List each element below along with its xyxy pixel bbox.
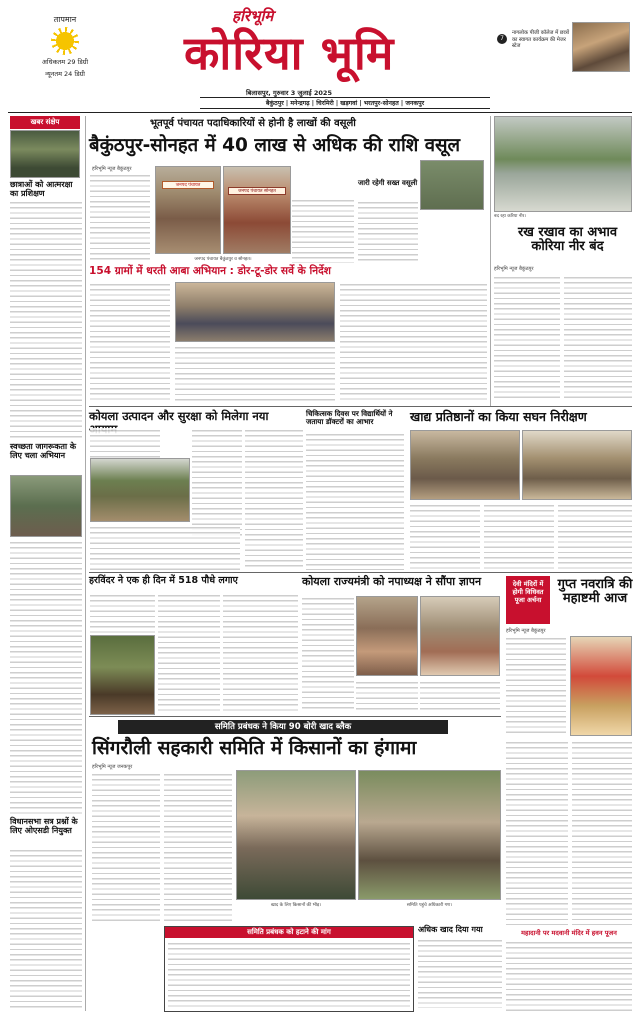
promo-photo	[572, 22, 630, 72]
right-text-2	[564, 275, 632, 400]
temp-max: अधिकतम 29 डिग्री	[41, 58, 89, 66]
sidebar-headline-2: स्वच्छता जागरूकता के लिए चला अभियान	[10, 442, 76, 460]
right-caption: बद रहा करिया नीर।	[494, 214, 527, 219]
minister-text-2	[356, 680, 418, 712]
lead-kicker: भूतपूर्व पंचायत पदाधिकारियों से होनी है लाखों की वसूली	[150, 118, 356, 129]
society-kicker-bar	[118, 720, 448, 734]
doctors-headline: चिकित्सक दिवस पर विद्यार्थियों ने जताया डॉक्टरों का आभार	[306, 409, 393, 426]
society-photo-2	[358, 770, 501, 900]
food-text-2	[484, 503, 554, 570]
sidebar-header-label: खबर संक्षेप	[30, 118, 60, 126]
lead-headline: बैकुंठपुर-सोनहत में 40 लाख से अधिक की राशि वसूल	[89, 135, 461, 156]
sun-icon	[51, 27, 79, 55]
temp-min: न्यूनतम 24 डिग्री	[45, 70, 85, 78]
lead-text-col2	[292, 198, 354, 263]
society-kicker: समिति प्रबंधक ने किया 90 बोरी खाद ब्लैक	[214, 722, 352, 732]
footer-right-text	[418, 938, 502, 1008]
society-text-2	[164, 772, 232, 922]
edition-bar	[200, 97, 490, 109]
center-divider	[490, 116, 491, 406]
lead-side-photo	[420, 160, 484, 210]
coal-photo	[90, 458, 190, 522]
right-photo	[494, 116, 632, 212]
sidebar-headline-3: विधानसभा सत्र प्रश्नों के लिए ओएसडी नियुक्त	[10, 817, 78, 835]
lead-photo-1	[155, 166, 221, 254]
coal-text-4	[90, 525, 240, 570]
coal-text-3	[245, 428, 303, 568]
minister-photo-1	[356, 596, 418, 676]
coal-headline: कोयला उत्पादन और सुरक्षा को मिलेगा नया	[89, 409, 269, 423]
sidebar-divider	[85, 116, 86, 1011]
survey-text-3	[340, 282, 487, 402]
lead-side-text	[358, 200, 418, 262]
lead-byline: हरिभूमि न्यूज बैकुंठपुर	[92, 166, 132, 172]
harela-headline: हरविंदर ने एक ही दिन में 518 पौधे लगाए	[89, 575, 238, 586]
sidebar-photo-2	[10, 475, 82, 537]
food-text-1	[410, 503, 480, 570]
society-caption-2: समिति पहुंचे अधिकारी गण।	[406, 903, 453, 908]
survey-headline: 154 ग्रामों में धरती आबा अभियान : डोर-टू-डोर सर्वे के निर्देश	[89, 265, 331, 277]
weather-box	[30, 14, 100, 80]
right-byline: हरिभूमि न्यूज बैकुंठपुर	[494, 266, 534, 272]
harela-photo	[90, 635, 155, 715]
food-headline: खाद्य प्रतिष्ठानों का किया सघन निरीक्षण	[410, 409, 587, 424]
minister-photo-2	[420, 596, 500, 676]
navratri-headline: गुप्त नवरात्रि की महाष्टमी आज	[557, 577, 633, 607]
page-title: कोरिया भूमि	[184, 26, 395, 80]
weather-title: तापमान	[53, 15, 77, 24]
food-photo-2	[522, 430, 632, 500]
navratri-text-3	[572, 740, 632, 925]
brand-name: हरिभूमि	[232, 7, 274, 25]
minister-text-3	[420, 680, 500, 712]
footer-right	[418, 926, 502, 1012]
promo-text: नागलोक पीजी कॉलेज में छात्रों का स्वागत कार्यक्रम की मेजर स्टेज	[512, 30, 570, 49]
coal-text-2	[192, 428, 242, 538]
harela-text-1	[90, 593, 155, 633]
lead-caption: जनपद पंचायत बैकुंठपुर व सोनहत।	[194, 257, 252, 262]
survey-photo	[175, 282, 335, 342]
navratri-text-2	[506, 740, 568, 925]
navratri-text-1	[506, 636, 566, 736]
sidebar-text-2	[10, 540, 82, 815]
dateline: बिलासपुर, गुरुवार 3 जुलाई 2025	[246, 89, 332, 97]
navratri-photo	[570, 636, 632, 736]
society-caption-1: खाद के लिए किसानों की भीड़।	[270, 903, 322, 908]
right-text-1	[494, 275, 560, 400]
sidebar-photo	[10, 130, 80, 178]
harela-text-2	[158, 593, 220, 713]
society-headline: सिंगरौली सहकारी समिति में किसानों का हंगामा	[92, 737, 417, 759]
section-rule-1	[89, 406, 632, 407]
mahadevi-headline: महादानी पर मदवानी मंदिर में हवन पूजन	[521, 929, 617, 937]
survey-text-1	[90, 282, 170, 402]
doctors-text	[306, 432, 404, 570]
navratri-badge-label: देवी मंदिरों में होगी विधिवत पूजा अर्चना	[512, 580, 544, 604]
promo-number: 7	[497, 34, 507, 44]
section-rule-2	[89, 572, 632, 573]
sidebar-header	[10, 116, 80, 129]
lead-text-col1	[90, 173, 150, 263]
lead-photo-sign-1: जनपद पंचायत	[162, 181, 214, 189]
footer-box-title: समिति प्रबंधक को हटाने की मांग	[165, 927, 413, 938]
minister-text-1	[302, 596, 354, 711]
harela-text-3	[223, 593, 298, 713]
minister-headline: कोयला राज्यमंत्री को नपाध्यक्ष ने सौंपा ज्ञापन	[302, 575, 482, 588]
society-text-1	[92, 772, 160, 922]
coal-text-1	[90, 428, 160, 458]
sidebar-text-3	[10, 848, 82, 1008]
food-photo-1	[410, 430, 520, 500]
lead-photo-sign-2: जनपद पंचायत सोनहत	[228, 187, 286, 195]
section-rule-3	[89, 716, 501, 717]
right-headline: रख रखाव का अभाव कोरिया नीर बंद	[517, 225, 618, 255]
society-photo-1	[236, 770, 356, 900]
lead-side-headline: जारी रहेगी सख्त वसूली	[358, 179, 418, 187]
masthead-rule	[8, 112, 632, 113]
edition-list: बैकुंठपुर | मनेन्द्रगढ़ | चिरमिरी | खड़गवां | भरतपुर-सोनहत | जनकपुर	[265, 100, 425, 107]
mahadevi-bar	[506, 928, 632, 1012]
sidebar-headline-1: छात्राओं को आत्मरक्षा का प्रशिक्षण	[10, 180, 73, 198]
navratri-byline: हरिभूमि न्यूज बैकुंठपुर	[506, 628, 546, 634]
food-text-3	[558, 503, 632, 570]
footer-right-title: अधिक खाद दिया गया	[418, 925, 483, 934]
navratri-badge	[506, 576, 550, 624]
sidebar-text-1	[10, 200, 82, 440]
footer-box-text	[168, 941, 410, 1009]
mahadevi-text	[506, 940, 632, 1012]
footer-box	[164, 926, 414, 1012]
lead-photo-2	[223, 166, 291, 254]
survey-text-2	[175, 345, 335, 402]
society-byline: हरिभूमि न्यूज जनकपुर	[92, 764, 133, 770]
